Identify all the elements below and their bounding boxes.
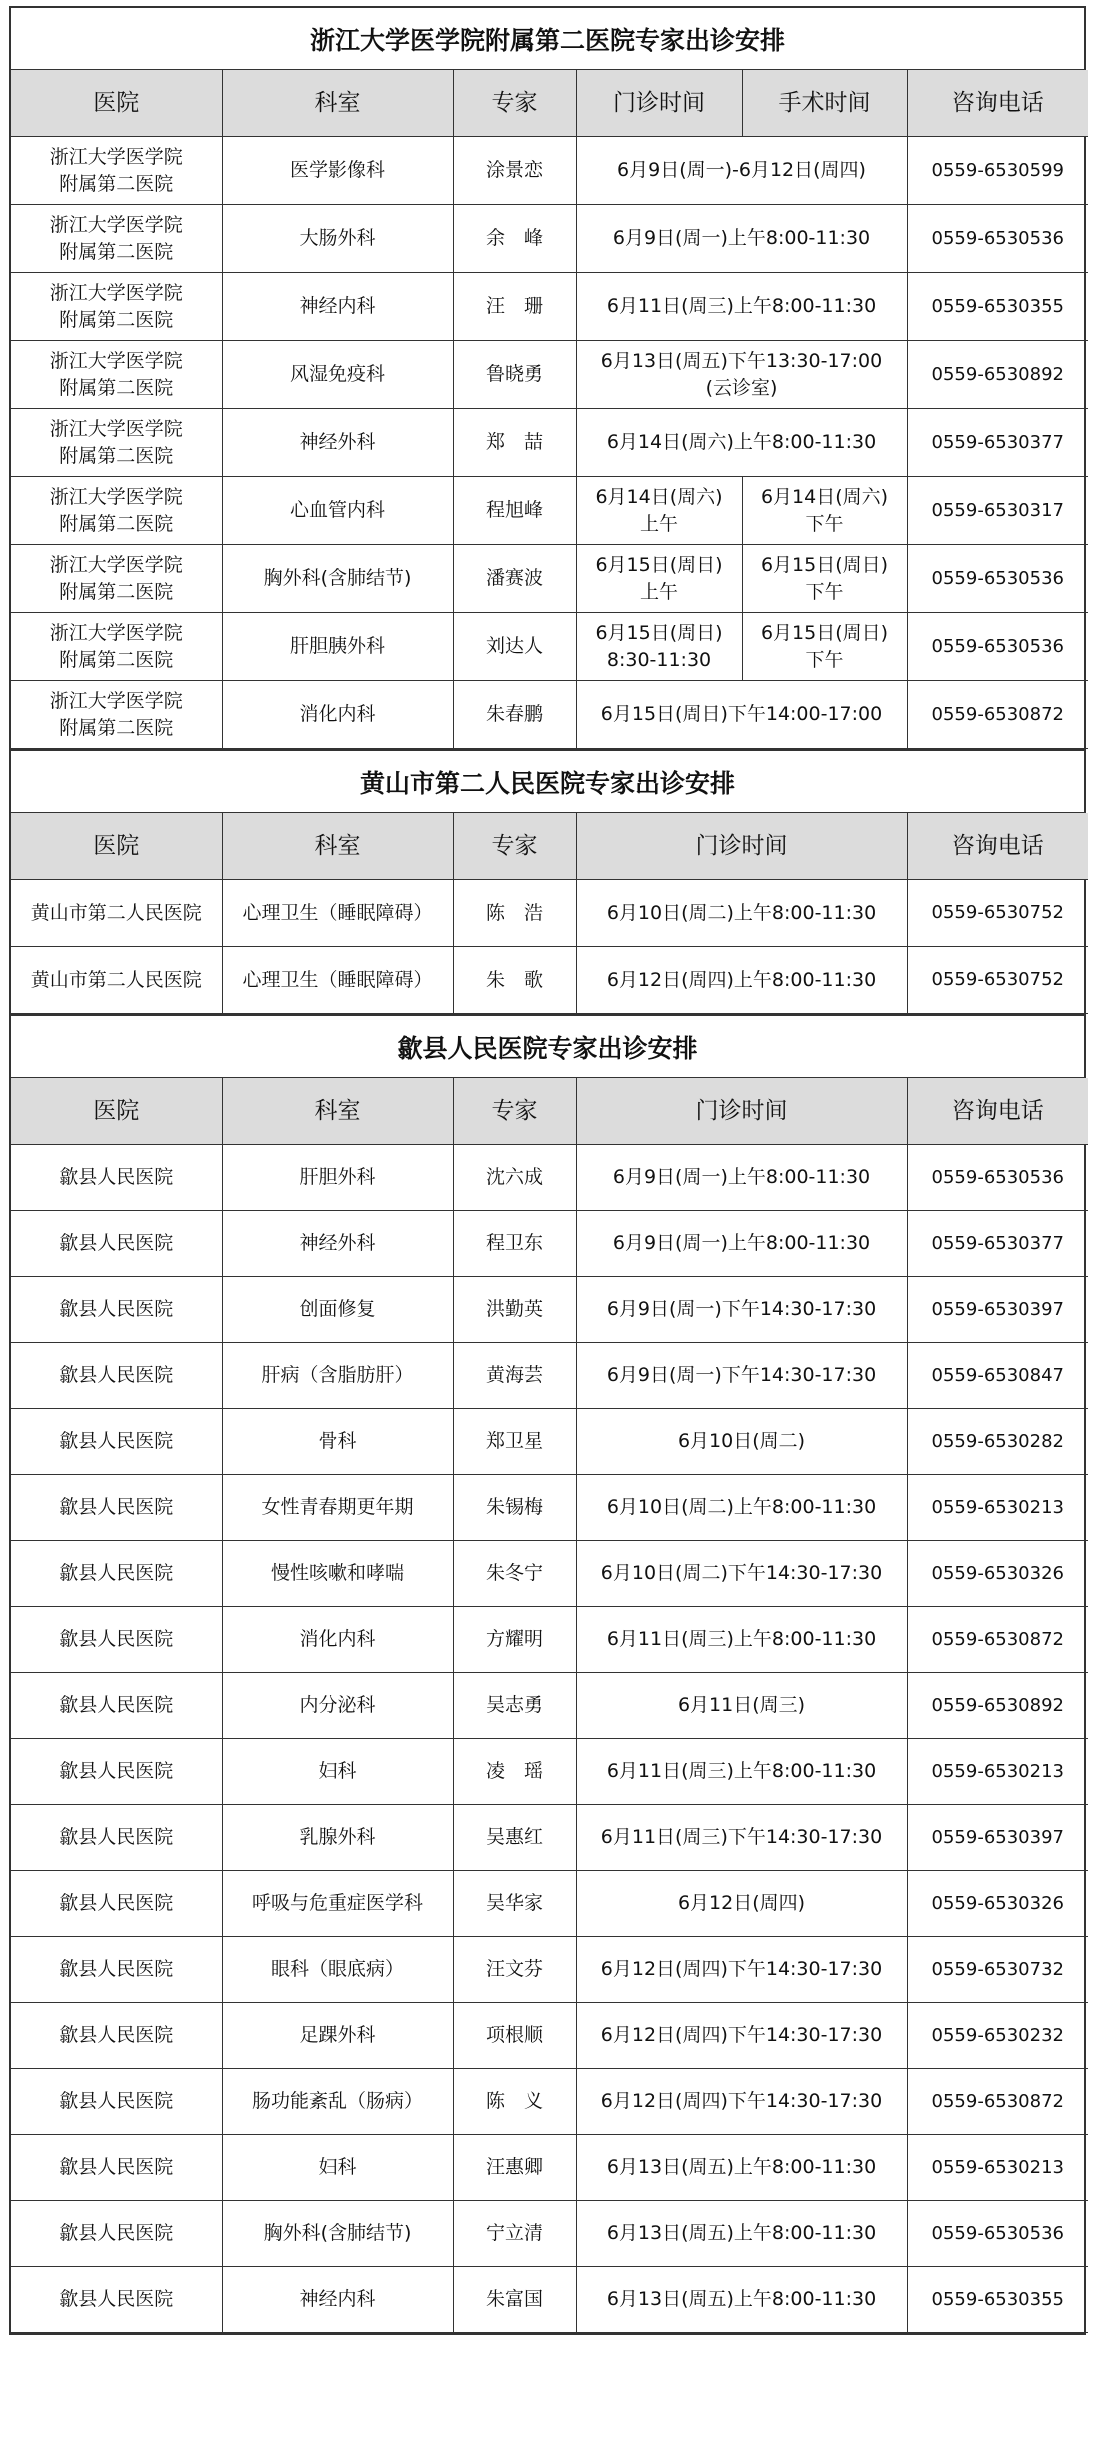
header-expert: 专家: [453, 70, 576, 137]
dept-cell: 慢性咳嗽和哮喘: [222, 1541, 453, 1607]
dept-cell: 内分泌科: [222, 1673, 453, 1739]
table-header-row: [11, 70, 1088, 137]
dept-cell: 胸外科(含肺结节): [222, 2201, 453, 2267]
dept-cell: 医学影像科: [222, 137, 453, 205]
surgery-time-cell: 6月14日(周六) 下午: [742, 477, 907, 545]
hospital-cell: 歙县人民医院: [11, 1871, 222, 1937]
table-row: [11, 1871, 1088, 1937]
clinic-time-cell: 6月12日(周四)上午8:00-11:30: [576, 947, 907, 1014]
table-row: [11, 1409, 1088, 1475]
dept-cell: 消化内科: [222, 681, 453, 749]
table-row: [11, 477, 1088, 545]
table-row: [11, 2069, 1088, 2135]
phone-cell: 0559-6530872: [907, 681, 1088, 749]
table-row: [11, 1145, 1088, 1211]
clinic-time-cell: 6月10日(周二)上午8:00-11:30: [576, 1475, 907, 1541]
expert-cell: 陈 义: [453, 2069, 576, 2135]
clinic-time-cell: 6月9日(周一)上午8:00-11:30: [576, 205, 907, 273]
section-shexian: [9, 1014, 1086, 2335]
hospital-cell: 浙江大学医学院 附属第二医院: [11, 477, 222, 545]
surgery-time-cell: 6月15日(周日) 下午: [742, 545, 907, 613]
header-phone: 咨询电话: [907, 1078, 1088, 1145]
clinic-time-cell: 6月11日(周三): [576, 1673, 907, 1739]
clinic-time-cell: 6月14日(周六) 上午: [576, 477, 742, 545]
expert-cell: 吴志勇: [453, 1673, 576, 1739]
hospital-cell: 歙县人民医院: [11, 1805, 222, 1871]
dept-cell: 肝胆胰外科: [222, 613, 453, 681]
expert-cell: 朱冬宁: [453, 1541, 576, 1607]
expert-cell: 鲁晓勇: [453, 341, 576, 409]
phone-cell: 0559-6530536: [907, 2201, 1088, 2267]
hospital-cell: 歙县人民医院: [11, 2201, 222, 2267]
expert-cell: 黄海芸: [453, 1343, 576, 1409]
schedule-table: [11, 70, 1088, 749]
phone-cell: 0559-6530872: [907, 2069, 1088, 2135]
clinic-time-cell: 6月9日(周一)下午14:30-17:30: [576, 1343, 907, 1409]
hospital-cell: 歙县人民医院: [11, 1937, 222, 2003]
header-hospital: 医院: [11, 70, 222, 137]
expert-cell: 沈六成: [453, 1145, 576, 1211]
phone-cell: 0559-6530536: [907, 205, 1088, 273]
dept-cell: 创面修复: [222, 1277, 453, 1343]
header-clinic-time: 门诊时间: [576, 813, 907, 880]
dept-cell: 心血管内科: [222, 477, 453, 545]
clinic-time-cell: 6月11日(周三)下午14:30-17:30: [576, 1805, 907, 1871]
phone-cell: 0559-6530213: [907, 1475, 1088, 1541]
dept-cell: 大肠外科: [222, 205, 453, 273]
dept-cell: 风湿免疫科: [222, 341, 453, 409]
table-row: [11, 2003, 1088, 2069]
table-row: [11, 880, 1088, 947]
phone-cell: 0559-6530213: [907, 1739, 1088, 1805]
hospital-cell: 歙县人民医院: [11, 1541, 222, 1607]
hospital-cell: 歙县人民医院: [11, 1475, 222, 1541]
hospital-cell: 歙县人民医院: [11, 2003, 222, 2069]
expert-cell: 洪勤英: [453, 1277, 576, 1343]
table-row: [11, 613, 1088, 681]
phone-cell: 0559-6530397: [907, 1277, 1088, 1343]
phone-cell: 0559-6530847: [907, 1343, 1088, 1409]
hospital-cell: 浙江大学医学院 附属第二医院: [11, 613, 222, 681]
table-row: [11, 1607, 1088, 1673]
expert-cell: 陈 浩: [453, 880, 576, 947]
dept-cell: 呼吸与危重症医学科: [222, 1871, 453, 1937]
clinic-time-cell: 6月15日(周日) 上午: [576, 545, 742, 613]
phone-cell: 0559-6530355: [907, 273, 1088, 341]
dept-cell: 神经外科: [222, 409, 453, 477]
expert-cell: 涂景恋: [453, 137, 576, 205]
header-hospital: 医院: [11, 1078, 222, 1145]
expert-cell: 项根顺: [453, 2003, 576, 2069]
clinic-time-cell: 6月9日(周一)上午8:00-11:30: [576, 1145, 907, 1211]
clinic-time-cell: 6月10日(周二)上午8:00-11:30: [576, 880, 907, 947]
hospital-cell: 歙县人民医院: [11, 1211, 222, 1277]
phone-cell: 0559-6530317: [907, 477, 1088, 545]
expert-cell: 潘赛波: [453, 545, 576, 613]
clinic-time-cell: 6月13日(周五)上午8:00-11:30: [576, 2267, 907, 2333]
clinic-time-cell: 6月11日(周三)上午8:00-11:30: [576, 1739, 907, 1805]
table-header-row: [11, 813, 1088, 880]
hospital-cell: 浙江大学医学院 附属第二医院: [11, 205, 222, 273]
clinic-time-cell: 6月13日(周五)上午8:00-11:30: [576, 2135, 907, 2201]
hospital-cell: 浙江大学医学院 附属第二医院: [11, 341, 222, 409]
header-dept: 科室: [222, 813, 453, 880]
hospital-cell: 歙县人民医院: [11, 2135, 222, 2201]
phone-cell: 0559-6530536: [907, 545, 1088, 613]
hospital-cell: 浙江大学医学院 附属第二医院: [11, 137, 222, 205]
hospital-cell: 浙江大学医学院 附属第二医院: [11, 409, 222, 477]
dept-cell: 心理卫生（睡眠障碍）: [222, 947, 453, 1014]
clinic-time-cell: 6月9日(周一)-6月12日(周四): [576, 137, 907, 205]
header-phone: 咨询电话: [907, 813, 1088, 880]
dept-cell: 胸外科(含肺结节): [222, 545, 453, 613]
clinic-time-cell: 6月11日(周三)上午8:00-11:30: [576, 273, 907, 341]
header-clinic-time: 门诊时间: [576, 70, 742, 137]
phone-cell: 0559-6530752: [907, 880, 1088, 947]
expert-cell: 汪文芬: [453, 1937, 576, 2003]
table-row: [11, 1673, 1088, 1739]
dept-cell: 肝病（含脂肪肝）: [222, 1343, 453, 1409]
clinic-time-cell: 6月12日(周四)下午14:30-17:30: [576, 1937, 907, 2003]
header-dept: 科室: [222, 1078, 453, 1145]
phone-cell: 0559-6530732: [907, 1937, 1088, 2003]
section-zheda: [9, 6, 1086, 749]
dept-cell: 神经内科: [222, 2267, 453, 2333]
schedule-table: [11, 1078, 1088, 2333]
phone-cell: 0559-6530397: [907, 1805, 1088, 1871]
dept-cell: 妇科: [222, 2135, 453, 2201]
table-row: [11, 1805, 1088, 1871]
phone-cell: 0559-6530355: [907, 2267, 1088, 2333]
hospital-cell: 浙江大学医学院 附属第二医院: [11, 681, 222, 749]
hospital-cell: 歙县人民医院: [11, 1343, 222, 1409]
table-row: [11, 1739, 1088, 1805]
expert-cell: 刘达人: [453, 613, 576, 681]
expert-cell: 程旭峰: [453, 477, 576, 545]
dept-cell: 女性青春期更年期: [222, 1475, 453, 1541]
expert-cell: 朱富国: [453, 2267, 576, 2333]
header-expert: 专家: [453, 813, 576, 880]
table-row: [11, 341, 1088, 409]
table-header-row: [11, 1078, 1088, 1145]
table-row: [11, 1541, 1088, 1607]
surgery-time-cell: 6月15日(周日) 下午: [742, 613, 907, 681]
clinic-time-cell: 6月15日(周日)下午14:00-17:00: [576, 681, 907, 749]
table-row: [11, 1475, 1088, 1541]
hospital-cell: 歙县人民医院: [11, 1277, 222, 1343]
table-row: [11, 545, 1088, 613]
clinic-time-cell: 6月9日(周一)下午14:30-17:30: [576, 1277, 907, 1343]
table-row: [11, 1343, 1088, 1409]
schedule-document: [9, 6, 1086, 2335]
hospital-cell: 歙县人民医院: [11, 2069, 222, 2135]
header-phone: 咨询电话: [907, 70, 1088, 137]
dept-cell: 骨科: [222, 1409, 453, 1475]
hospital-cell: 浙江大学医学院 附属第二医院: [11, 273, 222, 341]
header-hospital: 医院: [11, 813, 222, 880]
hospital-cell: 歙县人民医院: [11, 1607, 222, 1673]
section-title: 浙江大学医学院附属第二医院专家出诊安排: [11, 8, 1084, 70]
table-row: [11, 205, 1088, 273]
table-row: [11, 2267, 1088, 2333]
dept-cell: 肝胆外科: [222, 1145, 453, 1211]
clinic-time-cell: 6月13日(周五)下午13:30-17:00 (云诊室): [576, 341, 907, 409]
phone-cell: 0559-6530872: [907, 1607, 1088, 1673]
phone-cell: 0559-6530536: [907, 613, 1088, 681]
dept-cell: 心理卫生（睡眠障碍）: [222, 880, 453, 947]
expert-cell: 朱锡梅: [453, 1475, 576, 1541]
dept-cell: 妇科: [222, 1739, 453, 1805]
expert-cell: 郑卫星: [453, 1409, 576, 1475]
phone-cell: 0559-6530752: [907, 947, 1088, 1014]
table-row: [11, 273, 1088, 341]
dept-cell: 眼科（眼底病）: [222, 1937, 453, 2003]
dept-cell: 神经内科: [222, 273, 453, 341]
clinic-time-cell: 6月11日(周三)上午8:00-11:30: [576, 1607, 907, 1673]
table-row: [11, 681, 1088, 749]
table-row: [11, 1211, 1088, 1277]
phone-cell: 0559-6530282: [907, 1409, 1088, 1475]
clinic-time-cell: 6月12日(周四): [576, 1871, 907, 1937]
table-row: [11, 2201, 1088, 2267]
phone-cell: 0559-6530892: [907, 1673, 1088, 1739]
clinic-time-cell: 6月9日(周一)上午8:00-11:30: [576, 1211, 907, 1277]
dept-cell: 神经外科: [222, 1211, 453, 1277]
hospital-cell: 浙江大学医学院 附属第二医院: [11, 545, 222, 613]
expert-cell: 郑 喆: [453, 409, 576, 477]
clinic-time-cell: 6月14日(周六)上午8:00-11:30: [576, 409, 907, 477]
phone-cell: 0559-6530377: [907, 1211, 1088, 1277]
header-dept: 科室: [222, 70, 453, 137]
section-huangshan-second: [9, 749, 1086, 1014]
dept-cell: 足踝外科: [222, 2003, 453, 2069]
hospital-cell: 歙县人民医院: [11, 1409, 222, 1475]
hospital-cell: 黄山市第二人民医院: [11, 880, 222, 947]
expert-cell: 程卫东: [453, 1211, 576, 1277]
schedule-table: [11, 813, 1088, 1014]
table-row: [11, 137, 1088, 205]
section-title: 黄山市第二人民医院专家出诊安排: [11, 751, 1084, 813]
clinic-time-cell: 6月13日(周五)上午8:00-11:30: [576, 2201, 907, 2267]
phone-cell: 0559-6530599: [907, 137, 1088, 205]
phone-cell: 0559-6530326: [907, 1541, 1088, 1607]
hospital-cell: 歙县人民医院: [11, 1739, 222, 1805]
expert-cell: 吴惠红: [453, 1805, 576, 1871]
phone-cell: 0559-6530232: [907, 2003, 1088, 2069]
clinic-time-cell: 6月12日(周四)下午14:30-17:30: [576, 2069, 907, 2135]
clinic-time-cell: 6月15日(周日) 8:30-11:30: [576, 613, 742, 681]
dept-cell: 乳腺外科: [222, 1805, 453, 1871]
clinic-time-cell: 6月10日(周二): [576, 1409, 907, 1475]
table-row: [11, 2135, 1088, 2201]
phone-cell: 0559-6530377: [907, 409, 1088, 477]
table-row: [11, 409, 1088, 477]
hospital-cell: 歙县人民医院: [11, 1673, 222, 1739]
expert-cell: 凌 瑶: [453, 1739, 576, 1805]
table-row: [11, 947, 1088, 1014]
header-clinic-time: 门诊时间: [576, 1078, 907, 1145]
expert-cell: 朱 歌: [453, 947, 576, 1014]
table-row: [11, 1937, 1088, 2003]
phone-cell: 0559-6530213: [907, 2135, 1088, 2201]
header-expert: 专家: [453, 1078, 576, 1145]
table-row: [11, 1277, 1088, 1343]
dept-cell: 肠功能紊乱（肠病）: [222, 2069, 453, 2135]
phone-cell: 0559-6530536: [907, 1145, 1088, 1211]
expert-cell: 朱春鹏: [453, 681, 576, 749]
clinic-time-cell: 6月10日(周二)下午14:30-17:30: [576, 1541, 907, 1607]
dept-cell: 消化内科: [222, 1607, 453, 1673]
header-surgery-time: 手术时间: [742, 70, 907, 137]
expert-cell: 汪惠卿: [453, 2135, 576, 2201]
expert-cell: 汪 珊: [453, 273, 576, 341]
expert-cell: 吴华家: [453, 1871, 576, 1937]
expert-cell: 余 峰: [453, 205, 576, 273]
hospital-cell: 歙县人民医院: [11, 2267, 222, 2333]
expert-cell: 方耀明: [453, 1607, 576, 1673]
phone-cell: 0559-6530326: [907, 1871, 1088, 1937]
phone-cell: 0559-6530892: [907, 341, 1088, 409]
hospital-cell: 歙县人民医院: [11, 1145, 222, 1211]
section-title: 歙县人民医院专家出诊安排: [11, 1016, 1084, 1078]
clinic-time-cell: 6月12日(周四)下午14:30-17:30: [576, 2003, 907, 2069]
expert-cell: 宁立清: [453, 2201, 576, 2267]
hospital-cell: 黄山市第二人民医院: [11, 947, 222, 1014]
